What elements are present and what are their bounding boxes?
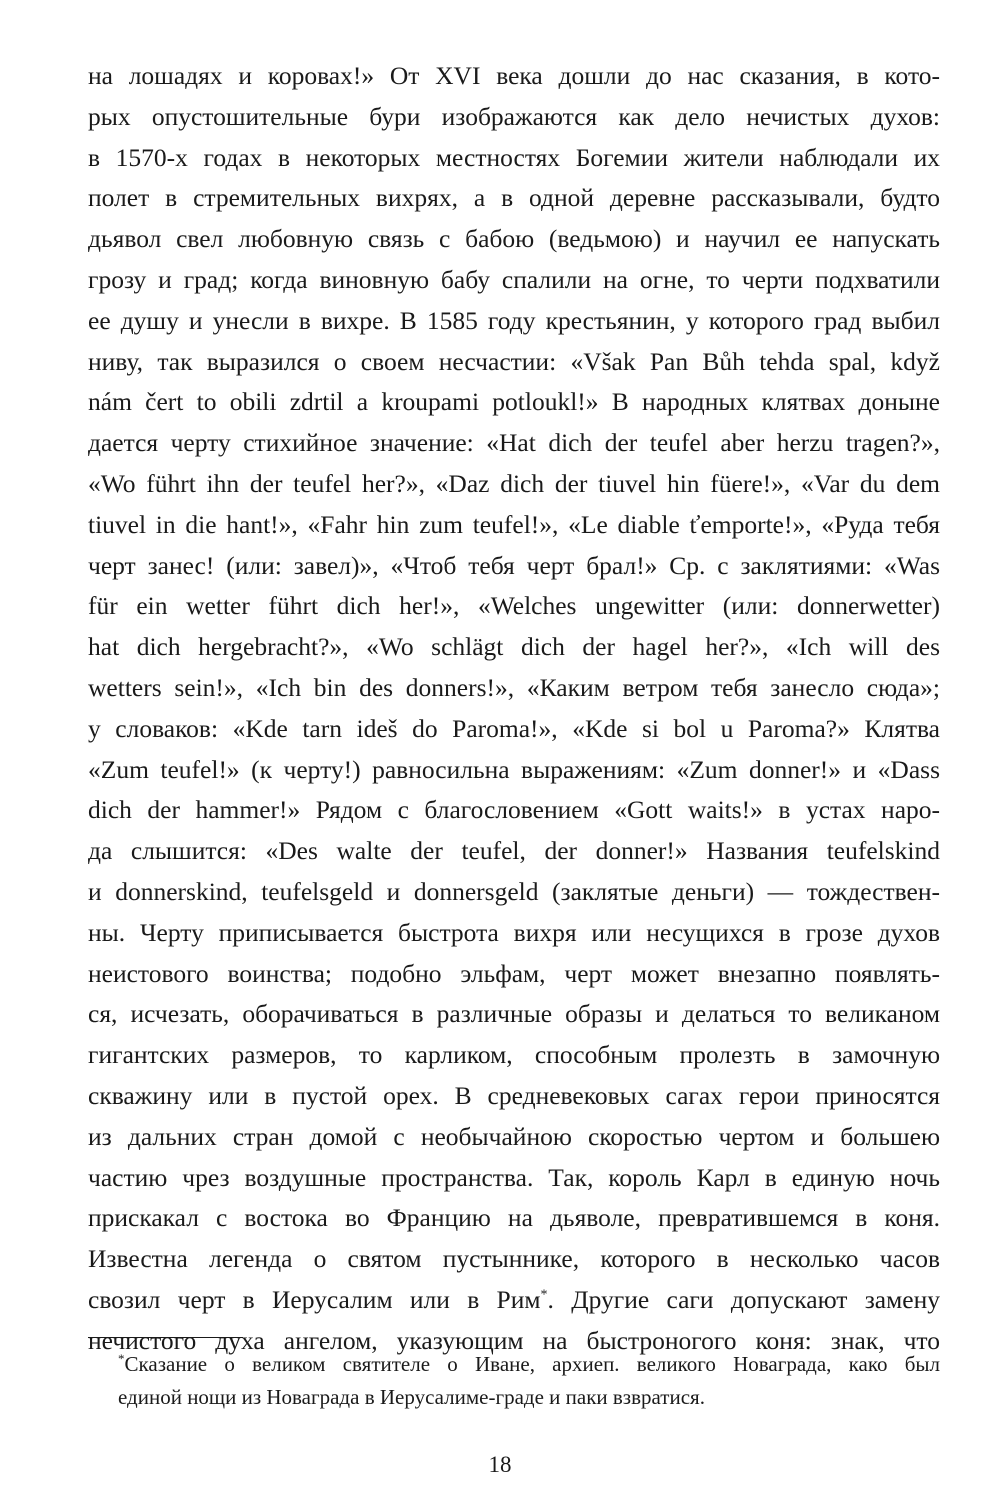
text-line: nám čert to obili zdrtil a kroupami potloukl!» В народных клятвах доныне	[88, 387, 940, 417]
text-line: ся, исчезать, оборачиваться в различные образы и делаться то великаном	[88, 999, 940, 1029]
text-line: и donnerskind, teufelsgeld и donnersgeld (заклятые деньги) — тождествен-	[88, 876, 940, 906]
text-line: дается черту стихийное значение: «Hat dich der teufel aber herzu tragen?»,	[88, 428, 940, 458]
text-line: полет в стремительных вихрях, а в одной деревне рассказывали, будто	[88, 183, 940, 213]
text-line: hat dich hergebracht?», «Wo schlägt dich der hagel her?», «Ich will des	[88, 632, 940, 662]
text-line-with-footnote-ref	[88, 1280, 940, 1321]
text-line: у словаков: «Kde tarn ideš do Paroma!», «Kde si bol u Paroma?» Клятва	[88, 713, 940, 743]
text-line: черт занес! (или: завел)», «Чтоб тебя черт брал!» Ср. с заклятиями: «Was	[88, 550, 940, 580]
text-line: рых опустошительные бури изображаются как дело нечистых духов:	[88, 101, 940, 131]
text-line: ее душу и унесли в вихре. В 1585 году крестьянин, у которого град выбил	[88, 305, 940, 335]
text-line-start: свозил черт в Иерусалим или в Рим	[88, 1284, 541, 1314]
text-line: Известна легенда о святом пустыннике, которого в несколько часов	[88, 1244, 940, 1274]
text-line: прискакал с востока во Францию на дьяволе, превратившемся в коня.	[88, 1203, 940, 1233]
footnote	[118, 1348, 940, 1414]
footnote-line: единой нощи из Новаграда в Иерусалиме-граде и паки взвратися.	[118, 1385, 705, 1409]
text-line: für ein wetter führt dich her!», «Welches ungewitter (или: donnerwetter)	[88, 591, 940, 621]
text-line: гигантских размеров, то карликом, способным пролезть в замочную	[88, 1040, 940, 1070]
text-line: скважину или в пустой орех. В средневековых сагах герои приносятся	[88, 1080, 940, 1110]
page-body	[88, 56, 940, 1362]
text-line: ны. Черту приписывается быстрота вихря или несущихся в грозе духов	[88, 917, 940, 947]
footnote-text: Сказание о великом святителе о Иване, архиеп. великого Новаграда, како был	[124, 1352, 940, 1376]
text-line: ниву, так выразился о своем несчастии: «Však Pan Bůh tehda spal, když	[88, 346, 940, 376]
text-line: грозу и град; когда виновную бабу спалили на огне, то черти подхватили	[88, 264, 940, 294]
text-line-end: . Другие саги допускают замену	[547, 1284, 940, 1314]
text-line: на лошадях и коровах!» От XVI века дошли до нас сказания, в кото-	[88, 61, 940, 90]
text-line: в 1570-х годах в некоторых местностях Богемии жители наблюдали их	[88, 142, 940, 172]
footnote-reference-mark: *	[540, 1287, 548, 1303]
footnote-line	[118, 1348, 940, 1381]
text-line: неистового воинства; подобно эльфам, черт может внезапно появлять-	[88, 958, 940, 988]
text-line: из дальних стран домой с необычайною скоростью чертом и большею	[88, 1121, 940, 1151]
text-line: tiuvel in die hant!», «Fahr hin zum teufel!», «Le diable ťemporte!», «Руда тебя	[88, 509, 940, 539]
text-line: да слышится: «Des walte der teufel, der donner!» Названия teufelskind	[88, 836, 940, 866]
text-line: dich der hammer!» Рядом с благословением «Gott waits!» в устах наро-	[88, 795, 940, 825]
text-line: wetters sein!», «Ich bin des donners!», «Каким ветром тебя занесло сюда»;	[88, 672, 940, 702]
footnote-mark: *	[118, 1351, 125, 1366]
text-line: частию чрез воздушные пространства. Так, король Карл в единую ночь	[88, 1162, 940, 1192]
text-line: «Zum teufel!» (к черту!) равносильна выражениям: «Zum donner!» и «Dass	[88, 754, 940, 784]
text-line: нечистого духа ангелом, указующим на быстроногого коня: знак, что	[88, 1325, 940, 1355]
page-number: 18	[488, 1452, 512, 1477]
text-line: «Wo führt ihn der teufel her?», «Daz dich der tiuvel hin füere!», «Var du dem	[88, 468, 940, 498]
footnote-divider	[88, 1337, 243, 1338]
text-line: дьявол свел любовную связь с бабою (ведьмою) и научил ее напускать	[88, 224, 940, 254]
